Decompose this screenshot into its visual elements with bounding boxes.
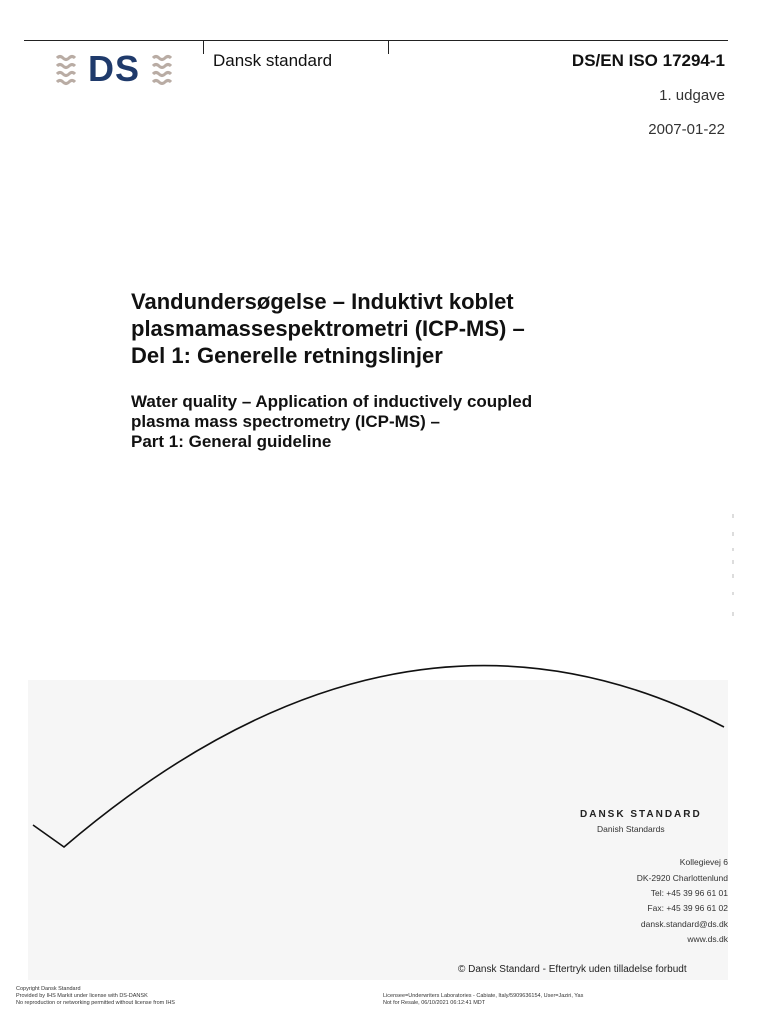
title-english-line: Water quality – Application of inductively coupled xyxy=(131,392,533,411)
standard-number: DS/EN ISO 17294-1 xyxy=(571,51,725,70)
website: www.ds.dk xyxy=(687,934,728,944)
footer-right xyxy=(383,993,583,1007)
logo-text: DS xyxy=(88,48,141,89)
publisher-name: DANSK STANDARD xyxy=(580,809,702,820)
email: dansk.standard@ds.dk xyxy=(640,919,728,929)
title-danish-line: Del 1: Generelle retningslinjer xyxy=(131,343,443,368)
footer-line: Copyright Dansk Standard xyxy=(16,986,81,992)
phone: Tel: +45 39 96 61 01 xyxy=(650,888,728,898)
address-line: DK-2920 Charlottenlund xyxy=(636,873,728,883)
footer-line: Not for Resale, 06/10/2021 06:12:41 MDT xyxy=(383,1000,486,1006)
footer-line: Licensee=Underwriters Laboratories - Cabiate, Italy/5909636154, User=Jaziri, Yas xyxy=(383,993,584,999)
series-label: Dansk standard xyxy=(213,51,333,70)
publication-date: 2007-01-22 xyxy=(648,121,725,138)
address-line: Kollegievej 6 xyxy=(679,857,728,867)
publisher-subname: Danish Standards xyxy=(597,824,665,834)
edition: 1. udgave xyxy=(659,87,725,104)
copyright-notice: © Dansk Standard - Eftertryk uden tilladelse forbudt xyxy=(458,964,687,975)
title-english-line: plasma mass spectrometry (ICP-MS) – xyxy=(131,412,440,431)
footer-left xyxy=(16,986,175,1007)
title-danish-line: plasmamassespektrometri (ICP-MS) – xyxy=(131,316,525,341)
footer-line: Provided by IHS Markit under license with DS-DANSK xyxy=(16,993,148,999)
title-danish-line: Vandundersøgelse – Induktivt koblet xyxy=(131,289,514,314)
fax: Fax: +45 39 96 61 02 xyxy=(647,903,728,913)
title-english-line: Part 1: General guideline xyxy=(131,432,332,451)
footer-line: No reproduction or networking permitted without license from IHS xyxy=(16,1000,175,1006)
